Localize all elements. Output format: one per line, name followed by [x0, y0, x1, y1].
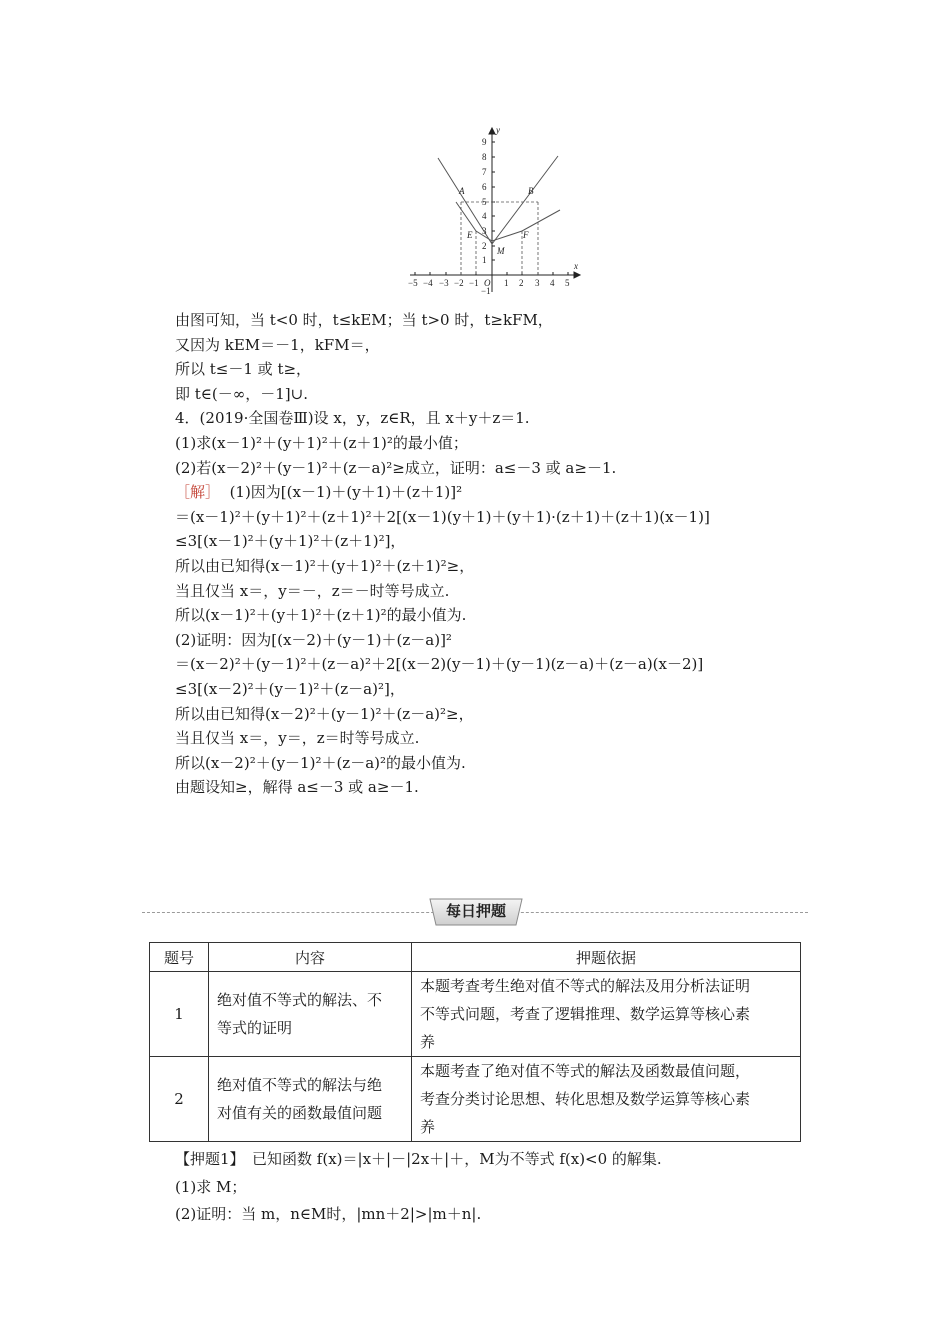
text-line: 所以(x－1)²＋(y＋1)²＋(z＋1)²的最小值为. [175, 606, 467, 625]
table-row [150, 972, 801, 1057]
row-no: 2 [150, 1057, 209, 1142]
table-header-row [150, 943, 801, 972]
point-f: F [523, 230, 529, 240]
text-line: 即 t∈(－∞，－1]∪. [175, 384, 308, 403]
table-row [150, 1057, 801, 1142]
text-line: 当且仅当 x＝，y＝－，z＝－时等号成立. [175, 581, 450, 600]
row-no: 1 [150, 972, 209, 1057]
header-no: 题号 [150, 943, 209, 972]
x-tick: 5 [565, 278, 570, 288]
header-content: 内容 [209, 943, 412, 972]
text-line: 所以由已知得(x－2)²＋(y－1)²＋(z－a)²≥， [175, 704, 474, 723]
y-tick: 4 [482, 211, 487, 221]
x-tick: −2 [454, 278, 464, 288]
x-tick: 2 [519, 278, 524, 288]
text-line: ＝(x－2)²＋(y－1)²＋(z－a)²＋2[(x－2)(y－1)＋(y－1)(z－a)＋(z－a)(x－2)] [175, 655, 704, 674]
text-line: 由图可知，当 t<0 时，t≤kEM；当 t>0 时，t≥kFM， [175, 311, 553, 329]
section-tag: 每日押题 [445, 902, 506, 920]
y-tick: 5 [482, 197, 487, 207]
graph-line-v [438, 156, 558, 244]
x-tick: −5 [408, 278, 418, 288]
text-line: ≤3[(x－1)²＋(y＋1)²＋(z＋1)²]， [175, 532, 406, 551]
y-tick: −1 [481, 286, 491, 296]
x-tick: 4 [550, 278, 555, 288]
y-tick: 3 [482, 226, 487, 236]
solution-text [175, 308, 835, 800]
row-basis: 本题考查了绝对值不等式的解法及函数最值问题， 考查分类讨论思想、转化思想及数学运算等核心素 养 [412, 1057, 801, 1142]
x-tick: −3 [439, 278, 449, 288]
text-line: 所以 t≤－1 或 t≥， [175, 360, 312, 379]
header-basis: 押题依据 [412, 943, 801, 972]
problem-part-1: (1)求 M； [175, 1177, 247, 1196]
row-content: 绝对值不等式的解法、不 等式的证明 [209, 972, 412, 1057]
text-line: 所以(x－2)²＋(y－1)²＋(z－a)²的最小值为. [175, 753, 466, 772]
y-tick: 1 [482, 255, 487, 265]
text-line: ＝(x－1)²＋(y＋1)²＋(z＋1)²＋2[(x－1)(y＋1)＋(y＋1)·(z＋1)＋(z＋1)(x－1)] [175, 507, 710, 526]
prediction-problem [175, 1146, 835, 1229]
origin-label: O [484, 278, 491, 288]
point-m: M [497, 246, 505, 256]
point-a: A [459, 186, 465, 196]
y-tick: 9 [482, 137, 487, 147]
text-line: (2)若(x－2)²＋(y－1)²＋(z－a)²≥成立，证明：a≤－3 或 a≥－1. [175, 458, 617, 477]
jie-label: ［解］ [175, 483, 221, 502]
text-line: 当且仅当 x＝，y＝，z＝时等号成立. [175, 729, 420, 748]
x-tick: 1 [504, 278, 509, 288]
prediction-table [149, 942, 801, 1142]
solution-start: ［解］ (1)因为[(x－1)＋(y＋1)＋(z＋1)]² [175, 483, 463, 502]
problem-statement: 【押题1】 已知函数 f(x)＝|x＋|－|2x＋|＋，M为不等式 f(x)<0 的解集. [175, 1150, 662, 1168]
row-basis: 本题考查考生绝对值不等式的解法及用分析法证明 不等式问题，考查了逻辑推理、数学运算等核心素 养 [412, 972, 801, 1057]
x-tick: −4 [423, 278, 433, 288]
row-content: 绝对值不等式的解法与绝 对值有关的函数最值问题 [209, 1057, 412, 1142]
y-axis-label: y [496, 125, 500, 135]
text-line: (1)求(x－1)²＋(y＋1)²＋(z＋1)²的最小值； [175, 433, 468, 452]
text-line: 由题设知≥，解得 a≤－3 或 a≥－1. [175, 778, 419, 797]
problem-4-title: 4．(2019·全国卷Ⅲ)设 x，y，z∈R，且 x＋y＋z＝1. [175, 409, 530, 428]
text-line: 所以由已知得(x－1)²＋(y＋1)²＋(z＋1)²≥， [175, 556, 475, 575]
problem-part-2: (2)证明：当 m，n∈M时，|mn＋2|>|m＋n|. [175, 1205, 482, 1223]
y-tick: 2 [482, 241, 487, 251]
y-tick: 6 [482, 182, 487, 192]
point-e: E [467, 230, 473, 240]
x-axis-label: x [574, 261, 578, 271]
text-line: 又因为 kEM＝－1，kFM＝， [175, 335, 380, 354]
x-tick: −1 [469, 278, 479, 288]
y-tick: 7 [482, 167, 487, 177]
text-line: (2)证明：因为[(x－2)＋(y－1)＋(z－a)]² [175, 630, 452, 649]
x-tick: 3 [535, 278, 540, 288]
function-graph [404, 124, 590, 296]
text-line: ≤3[(x－2)²＋(y－1)²＋(z－a)²]， [175, 679, 405, 698]
point-b: B [528, 186, 534, 196]
y-tick: 8 [482, 152, 487, 162]
